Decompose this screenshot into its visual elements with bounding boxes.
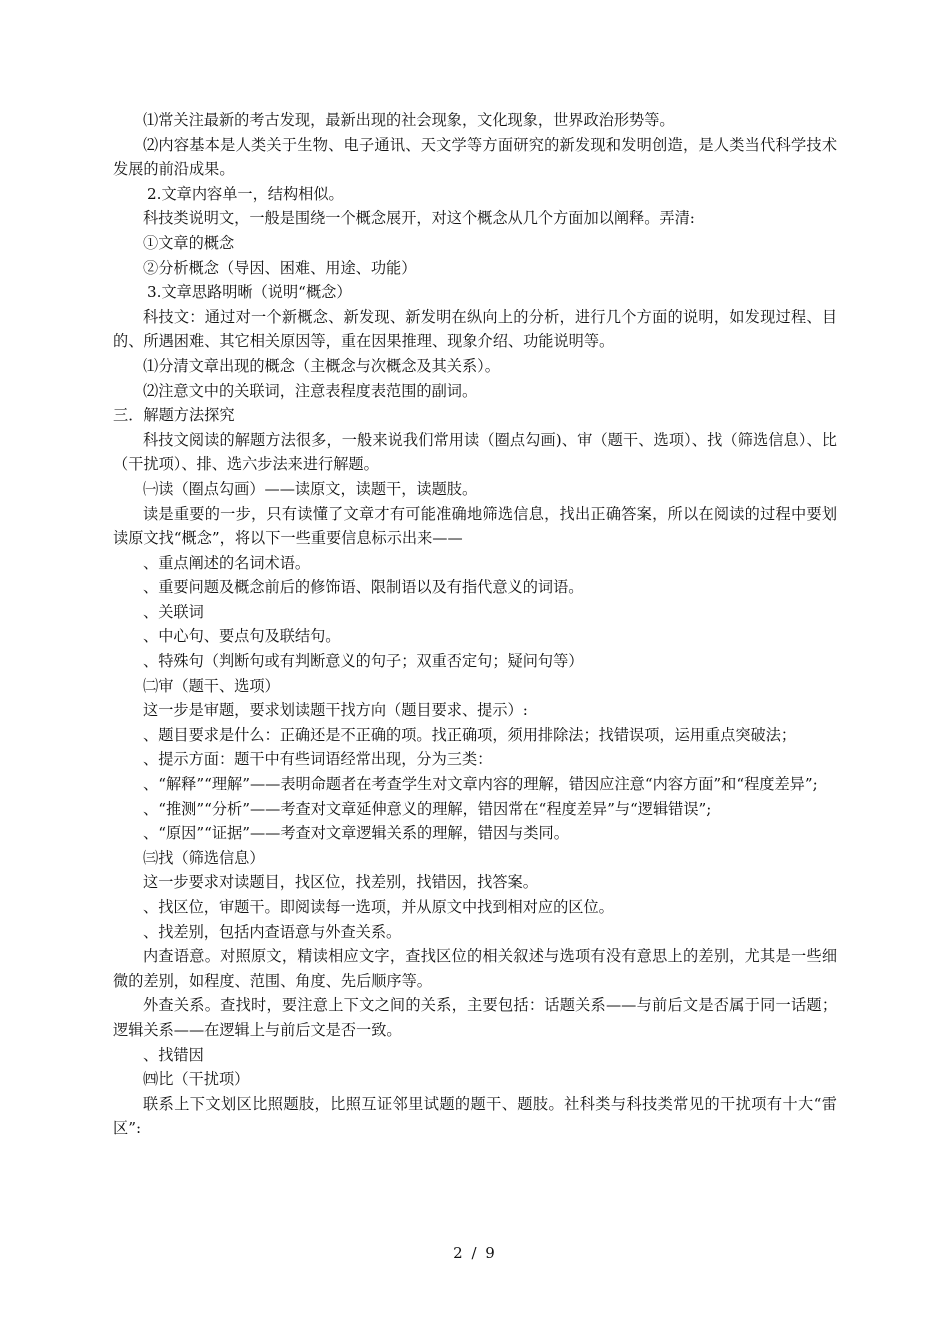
text-paragraph: 科技文：通过对一个新概念、新发现、新发明在纵向上的分析，进行几个方面的说明，如发现过程、目的、所遇困难、其它相关原因等，重在因果推理、现象介绍、功能说明等。	[113, 307, 837, 351]
list-item: 、找区位，审题干。即阅读每一选项，并从原文中找到相对应的区位。	[143, 898, 614, 916]
section-heading: 三．解题方法探究	[113, 406, 235, 425]
text-line: 科技类说明文，一般是围绕一个概念展开，对这个概念从几个方面加以阐释。弄清:	[143, 209, 695, 228]
page-content	[113, 108, 837, 1141]
list-item: 、关联词	[143, 602, 204, 621]
text-line: 这一步要求对读题目，找区位，找差别，找错因，找答案。	[143, 873, 538, 892]
subsection-heading: ㈠读（圈点勾画）——读原文，读题干，读题肢。	[143, 479, 478, 498]
text-line: ⑴常关注最新的考古发现，最新出现的社会现象，文化现象，世界政治形势等。	[143, 111, 675, 129]
list-item: 、特殊句（判断句或有判断意义的句子；双重否定句；疑问句等）	[143, 652, 584, 671]
text-paragraph: 科技文阅读的解题方法很多，一般来说我们常用读（圈点勾画)、审（题干、选项）、找（筛选信息）、比（干扰项）、排、选六步法来进行解题。	[113, 430, 837, 474]
list-item: ⑴分清文章出现的概念（主概念与次概念及其关系）。	[143, 356, 500, 375]
text-paragraph: 联系上下文划区比照题肢，比照互证邻里试题的题干、题肢。社科类与科技类常见的干扰项有十大“雷区”:	[113, 1094, 837, 1138]
text-paragraph: 内查语意。对照原文，精读相应文字，查找区位的相关叙述与选项有没有意思上的差别，尤其是一些细微的差别，如程度、范围、角度、先后顺序等。	[113, 947, 837, 990]
list-item: ①文章的概念	[143, 233, 235, 252]
list-item: 、找错因	[143, 1045, 204, 1064]
list-item: 、重点阐述的名词术语。	[143, 553, 311, 572]
text-paragraph: 、题目要求是什么：正确还是不正确的项。找正确项，须用排除法；找错误项，运用重点突破法；	[143, 725, 797, 744]
list-item: ⑵注意文中的关联词，注意表程度表范围的副词。	[143, 381, 478, 400]
text-line: 这一步是审题，要求划读题干找方向（题目要求、提示）:	[143, 701, 528, 720]
list-item: 、重要问题及概念前后的修饰语、限制语以及有指代意义的词语。	[143, 578, 584, 597]
section-heading: 3.文章思路明晰（说明“概念）	[147, 283, 352, 302]
subsection-heading: ㈢找（筛选信息）	[143, 848, 265, 867]
subsection-heading: ㈣比（干扰项）	[143, 1070, 250, 1089]
list-item: ②分析概念（导因、困难、用途、功能）	[143, 258, 417, 277]
list-item: 、“原因”“证据”——考查对文章逻辑关系的理解，错因与类同。	[143, 824, 569, 843]
text-paragraph: 读是重要的一步，只有读懂了文章才有可能准确地筛选信息，找出正确答案，所以在阅读的过程中要划读原文找“概念”，将以下一些重要信息标示出来——	[113, 504, 837, 548]
text-paragraph: ⑵内容基本是人类关于生物、电子通讯、天文学等方面研究的新发现和发明创造，是人类当代科学技术发展的前沿成果。	[113, 135, 837, 179]
list-item: 、“推测”“分析”——考查对文章延伸意义的理解，错因常在“程度差异”与“逻辑错误”;	[143, 799, 712, 818]
text-paragraph: 、“解释”“理解”——表明命题者在考查学生对文章内容的理解，错因应注意“内容方面”和“程度差异”;	[143, 775, 818, 794]
list-item: 、找差别，包括内查语意与外查关系。	[143, 922, 402, 941]
list-item: 、提示方面：题干中有些词语经常出现，分为三类：	[143, 750, 493, 769]
list-item: 、中心句、要点句及联结句。	[143, 627, 341, 646]
subsection-heading: ㈡审（题干、选项）	[143, 676, 280, 695]
text-paragraph: 外查关系。查找时，要注意上下文之间的关系，主要包括：话题关系——与前后文是否属于同一话题；逻辑关系——在逻辑上与前后文是否一致。	[113, 996, 837, 1039]
section-heading: 2.文章内容单一，结构相似。	[147, 184, 344, 203]
page-number: 2 / 9	[453, 1244, 497, 1262]
